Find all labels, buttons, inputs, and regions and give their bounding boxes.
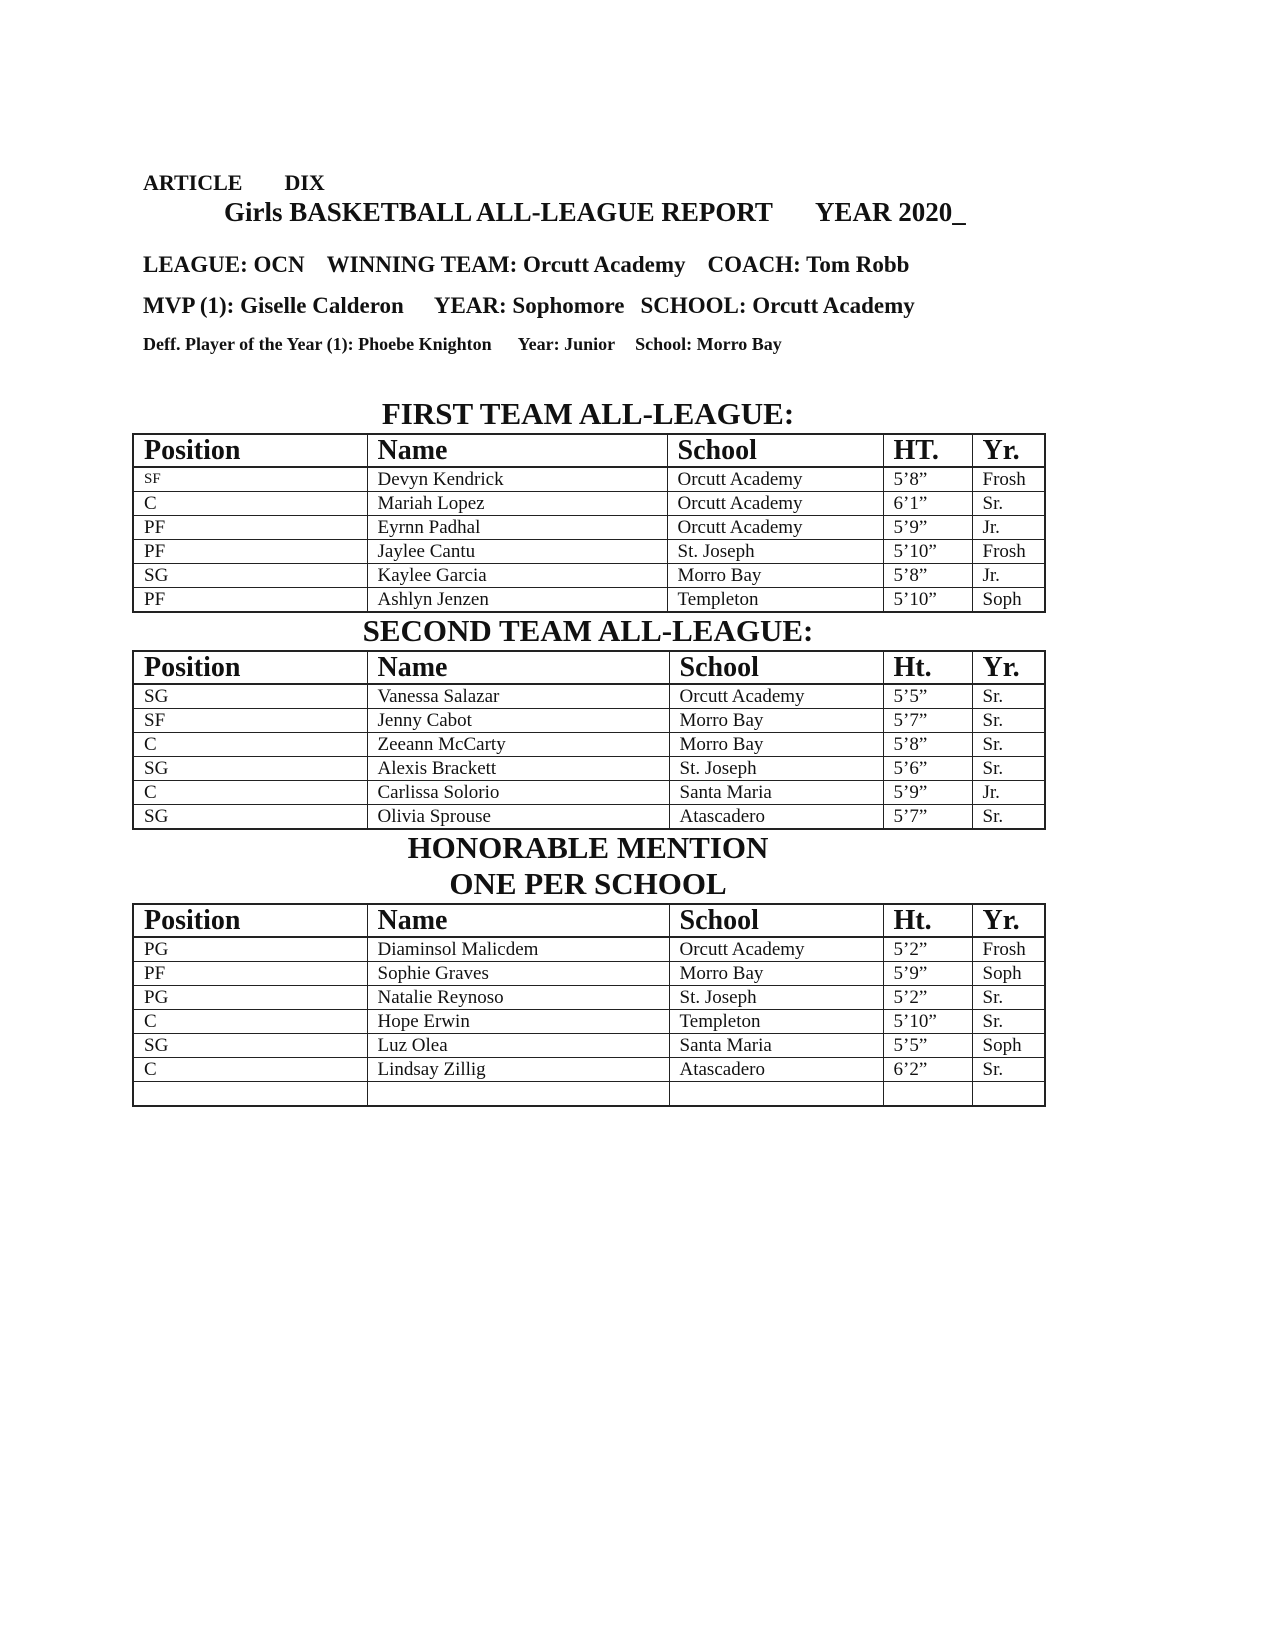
year-cell: Sr. [972, 492, 1045, 516]
height-cell: 5’9” [883, 516, 972, 540]
position-cell: SG [133, 805, 367, 830]
height-cell: 5’8” [883, 467, 972, 492]
school-cell: Morro Bay [669, 709, 883, 733]
table-row [133, 781, 1045, 805]
league: LEAGUE: OCN [143, 252, 305, 277]
position-cell: PF [133, 962, 367, 986]
mvp: MVP (1): Giselle Calderon [143, 293, 404, 318]
name-cell: Sophie Graves [367, 962, 669, 986]
year-cell: Jr. [972, 781, 1045, 805]
name-cell: Mariah Lopez [367, 492, 667, 516]
position-cell: C [133, 1010, 367, 1034]
column-header: HT. [883, 434, 972, 467]
height-cell: 6’1” [883, 492, 972, 516]
school-cell: St. Joseph [667, 540, 883, 564]
position-cell: PF [133, 588, 367, 613]
table-row [133, 684, 1045, 709]
column-header: Ht. [883, 651, 972, 684]
section-title: HONORABLE MENTION [407, 830, 769, 865]
coach: COACH: Tom Robb [707, 252, 910, 277]
position-cell: C [133, 781, 367, 805]
table-row [133, 937, 1045, 962]
year-cell: Sr. [972, 986, 1045, 1010]
second-team-title [132, 613, 1044, 649]
section-title: SECOND TEAM ALL-LEAGUE: [362, 613, 814, 648]
position-cell: C [133, 733, 367, 757]
year-cell: Frosh [972, 937, 1045, 962]
school-cell: St. Joseph [669, 757, 883, 781]
table-row [133, 516, 1045, 540]
height-cell: 5’9” [883, 781, 972, 805]
position-cell [133, 1082, 367, 1107]
mvp-school: SCHOOL: Orcutt Academy [640, 293, 915, 318]
column-header: Name [367, 904, 669, 937]
school-cell: Templeton [669, 1010, 883, 1034]
name-cell: Natalie Reynoso [367, 986, 669, 1010]
position-cell: SG [133, 1034, 367, 1058]
height-cell: 5’10” [883, 540, 972, 564]
height-cell: 5’7” [883, 709, 972, 733]
position-cell: C [133, 1058, 367, 1082]
table-row [133, 962, 1045, 986]
year-cell: Frosh [972, 540, 1045, 564]
school-cell: Orcutt Academy [669, 684, 883, 709]
column-header: School [669, 651, 883, 684]
school-cell: Santa Maria [669, 1034, 883, 1058]
first-team-title [132, 396, 1044, 432]
report-title [224, 197, 966, 228]
name-cell: Jenny Cabot [367, 709, 669, 733]
year-cell: Sr. [972, 684, 1045, 709]
position-cell: PF [133, 516, 367, 540]
name-cell: Alexis Brackett [367, 757, 669, 781]
year-cell: Jr. [972, 516, 1045, 540]
school-cell [669, 1082, 883, 1107]
header-row [133, 434, 1045, 467]
section-subtitle: ONE PER SCHOOL [449, 866, 727, 901]
school-cell: Templeton [667, 588, 883, 613]
league-info [143, 252, 909, 278]
table-row [133, 492, 1045, 516]
year-cell: Soph [972, 588, 1045, 613]
height-cell: 5’5” [883, 684, 972, 709]
name-cell: Diaminsol Malicdem [367, 937, 669, 962]
position-cell: SG [133, 757, 367, 781]
name-cell: Luz Olea [367, 1034, 669, 1058]
year-cell: Sr. [972, 709, 1045, 733]
year-cell: Jr. [972, 564, 1045, 588]
table-row [133, 564, 1045, 588]
mvp-info [143, 293, 915, 319]
dpoy-year: Year: Junior [517, 334, 616, 354]
year-cell: Sr. [972, 1058, 1045, 1082]
article-number: DIX [284, 170, 325, 195]
name-cell: Hope Erwin [367, 1010, 669, 1034]
school-cell: Morro Bay [669, 733, 883, 757]
school-cell: Santa Maria [669, 781, 883, 805]
column-header: Yr. [972, 434, 1045, 467]
position-cell: SF [133, 709, 367, 733]
school-cell: Orcutt Academy [669, 937, 883, 962]
column-header: School [669, 904, 883, 937]
table-row [133, 1058, 1045, 1082]
dpoy-info [143, 334, 782, 355]
honorable-mention-table [132, 903, 1046, 1107]
position-cell: PF [133, 540, 367, 564]
school-cell: St. Joseph [669, 986, 883, 1010]
position-cell: SF [133, 467, 367, 492]
column-header: Name [367, 434, 667, 467]
name-cell: Lindsay Zillig [367, 1058, 669, 1082]
school-cell: Atascadero [669, 1058, 883, 1082]
name-cell: Zeeann McCarty [367, 733, 669, 757]
table-row [133, 805, 1045, 830]
year-cell: Sr. [972, 805, 1045, 830]
column-header: Position [133, 434, 367, 467]
table-row [133, 588, 1045, 613]
column-header: Ht. [883, 904, 972, 937]
year-cell: Soph [972, 962, 1045, 986]
table-row [133, 540, 1045, 564]
table-row [133, 1010, 1045, 1034]
name-cell: Olivia Sprouse [367, 805, 669, 830]
article-label: ARTICLE [143, 170, 243, 195]
school-cell: Orcutt Academy [667, 516, 883, 540]
name-cell: Eyrnn Padhal [367, 516, 667, 540]
column-header: Position [133, 904, 367, 937]
table-row [133, 1034, 1045, 1058]
table-row [133, 1082, 1045, 1107]
year-cell [972, 1082, 1045, 1107]
height-cell: 5’10” [883, 588, 972, 613]
mvp-year: YEAR: Sophomore [433, 293, 625, 318]
school-cell: Morro Bay [669, 962, 883, 986]
height-cell: 5’6” [883, 757, 972, 781]
column-header: Yr. [972, 904, 1045, 937]
column-header: Yr. [972, 651, 1045, 684]
honorable-mention-title [132, 830, 1044, 902]
header-row [133, 651, 1045, 684]
height-cell: 5’8” [883, 733, 972, 757]
name-cell [367, 1082, 669, 1107]
position-cell: C [133, 492, 367, 516]
height-cell: 5’10” [883, 1010, 972, 1034]
school-cell: Orcutt Academy [667, 492, 883, 516]
table-row [133, 733, 1045, 757]
height-cell [883, 1082, 972, 1107]
column-header: School [667, 434, 883, 467]
report-year: YEAR 2020_ [814, 197, 966, 227]
height-cell: 5’8” [883, 564, 972, 588]
height-cell: 5’9” [883, 962, 972, 986]
second-team-table [132, 650, 1046, 830]
year-cell: Sr. [972, 733, 1045, 757]
height-cell: 6’2” [883, 1058, 972, 1082]
year-cell: Soph [972, 1034, 1045, 1058]
height-cell: 5’5” [883, 1034, 972, 1058]
year-cell: Sr. [972, 757, 1045, 781]
header-row [133, 904, 1045, 937]
table-row [133, 757, 1045, 781]
year-cell: Sr. [972, 1010, 1045, 1034]
dpoy-school: School: Morro Bay [635, 334, 782, 354]
table-row [133, 986, 1045, 1010]
year-cell: Frosh [972, 467, 1045, 492]
table-row [133, 709, 1045, 733]
article-heading [143, 170, 325, 196]
school-cell: Morro Bay [667, 564, 883, 588]
name-cell: Jaylee Cantu [367, 540, 667, 564]
name-cell: Devyn Kendrick [367, 467, 667, 492]
position-cell: PG [133, 937, 367, 962]
school-cell: Orcutt Academy [667, 467, 883, 492]
school-cell: Atascadero [669, 805, 883, 830]
height-cell: 5’2” [883, 986, 972, 1010]
height-cell: 5’7” [883, 805, 972, 830]
first-team-table [132, 433, 1046, 613]
winning-team: WINNING TEAM: Orcutt Academy [326, 252, 686, 277]
name-cell: Ashlyn Jenzen [367, 588, 667, 613]
table-row [133, 467, 1045, 492]
name-cell: Kaylee Garcia [367, 564, 667, 588]
name-cell: Carlissa Solorio [367, 781, 669, 805]
position-cell: SG [133, 564, 367, 588]
column-header: Position [133, 651, 367, 684]
position-cell: PG [133, 986, 367, 1010]
section-title: FIRST TEAM ALL-LEAGUE: [381, 396, 795, 431]
position-cell: SG [133, 684, 367, 709]
height-cell: 5’2” [883, 937, 972, 962]
title-text: Girls BASKETBALL ALL-LEAGUE REPORT [224, 197, 773, 227]
dpoy: Deff. Player of the Year (1): Phoebe Knighton [143, 334, 492, 354]
column-header: Name [367, 651, 669, 684]
name-cell: Vanessa Salazar [367, 684, 669, 709]
